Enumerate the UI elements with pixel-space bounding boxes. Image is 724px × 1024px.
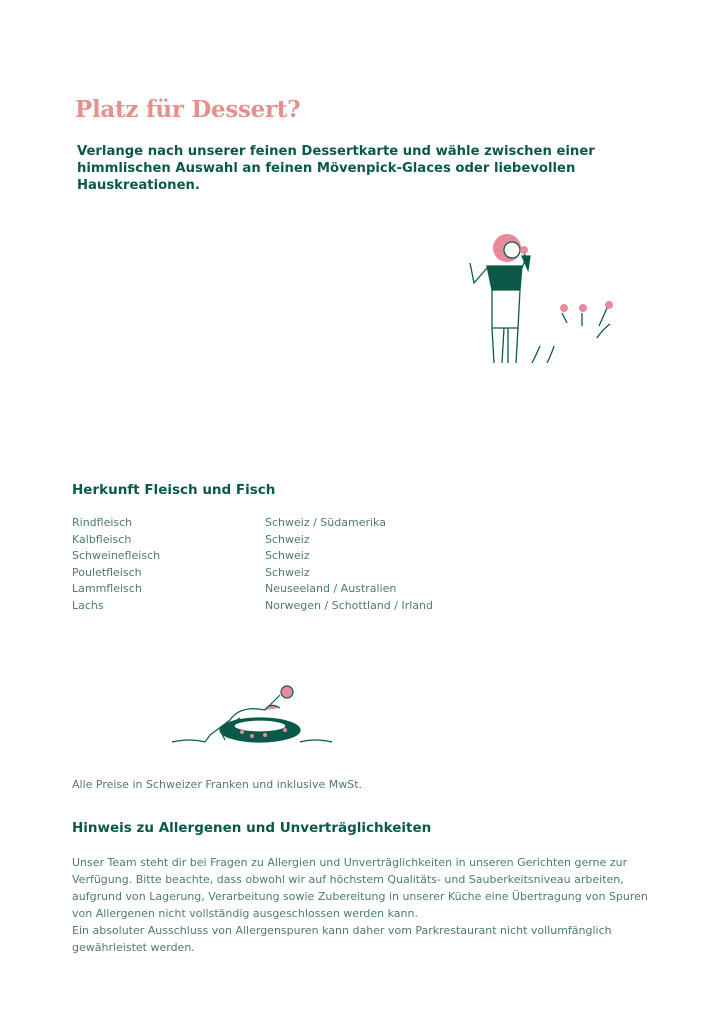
meat-type: Schweinefleisch xyxy=(72,549,161,562)
origin-table xyxy=(72,515,433,614)
meat-origin: Schweiz / Südamerika xyxy=(265,516,386,529)
table-row xyxy=(72,515,433,532)
table-row xyxy=(72,598,433,615)
origin-heading: Herkunft Fleisch und Fisch xyxy=(72,482,276,498)
meat-origin: Schweiz xyxy=(265,532,310,546)
table-row xyxy=(72,548,433,565)
meat-origin: Neuseeland / Australien xyxy=(265,582,397,595)
intro-text: Verlange nach unserer feinen Dessertkarte und wähle zwischen einer himmlischen Auswahl an feinen Mövenpick-Glaces oder liebevollen Hauskreationen. xyxy=(77,144,595,193)
allergens-paragraph-2: Ein absoluter Ausschluss von Allergenspuren kann daher vom Parkrestaurant nicht vollumfänglich gewährleistet werden. xyxy=(72,924,612,954)
table-row xyxy=(72,565,433,582)
allergens-paragraph-1: Unser Team steht dir bei Fragen zu Allergien und Unverträglichkeiten in unseren Gerichten gerne zur Verfügung. Bitte beachte, dass obwohl wir auf höchstem Qualitäts- und Sauberkeitsniveau arbeiten, aufgrund von Lagerung, Verarbeitung sowie Zubereitung in unserer Küche eine Übertragung von Spuren von Allergenen nicht vollständig ausgeschlossen werden kann. xyxy=(72,856,648,920)
table-row xyxy=(72,581,433,598)
meat-type: Rindfleisch xyxy=(72,516,133,529)
meat-origin: Schweiz xyxy=(265,549,310,562)
prices-note: Alle Preise in Schweizer Franken und inklusive MwSt. xyxy=(72,778,363,791)
meat-origin: Schweiz xyxy=(265,565,310,579)
allergens-text xyxy=(72,854,662,956)
meat-type: Kalbfleisch xyxy=(72,532,132,546)
allergens-heading: Hinweis zu Allergenen und Unverträglichkeiten xyxy=(72,820,432,836)
meat-type: Lammfleisch xyxy=(72,582,142,595)
table-row xyxy=(72,532,433,549)
woman-on-swim-ring-illustration xyxy=(170,680,335,750)
meat-origin: Norwegen / Schottland / Irland xyxy=(265,598,433,612)
page-title: Platz für Dessert? xyxy=(75,96,301,123)
woman-eating-ice-cream-illustration xyxy=(462,228,622,373)
meat-type: Pouletfleisch xyxy=(72,565,142,579)
meat-type: Lachs xyxy=(72,598,104,612)
